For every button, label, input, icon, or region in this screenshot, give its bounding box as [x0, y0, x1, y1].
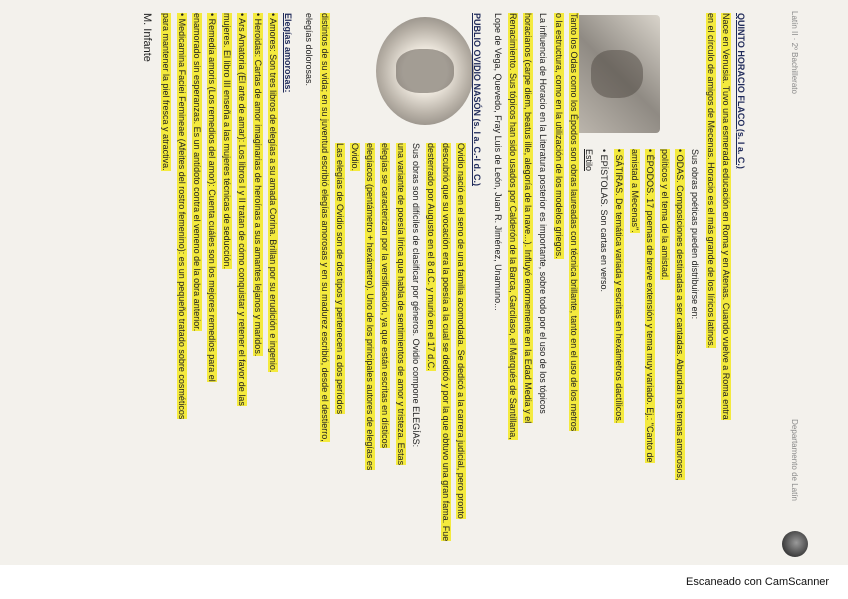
- page-header: [786, 5, 806, 565]
- horacio-line: • ÉPODOS. 17 poemas de breve extensión y tema muy variado. Ej.: "Canto de: [644, 149, 655, 463]
- horacio-line: amistad a Mecenas".: [629, 149, 640, 233]
- ovidio-line: Las elegías de Ovidio son de dos tipos y pertenecen a dos períodos: [334, 143, 345, 415]
- header-left: Latín II · 2º Bachillerato: [790, 11, 799, 94]
- school-logo-icon: [782, 531, 808, 557]
- ovidio-line: distintos de su vida; en su juventud escribió elegías amorosas y en su madurez escribió, desde el destierro,: [319, 13, 330, 442]
- ovidio-title: PUBLIO OVIDIO NASÓN (s. I a. C.-I d. C.): [471, 13, 482, 187]
- elegias-line: • Medicamina Faciei Femineae (Afeites del rostro femenino): es un pequeño tratado sobre cosméticos: [176, 13, 187, 420]
- horacio-line: Nace en Venusia. Tuvo una esmerada educación en Roma y en Atenas. Cuando vuelve a Roma entra: [720, 13, 731, 420]
- rotated-document-page: [50, 5, 810, 565]
- camscanner-footer: Escaneado con CamScanner: [686, 576, 830, 588]
- ovidio-line: elegíacos (pentámetro + hexámetro). Uno de los principales autores de elegías es: [365, 143, 376, 471]
- estilo-line: Renacimiento. Sus tópicos han sido usados por Calderón de la Barca, Garcilaso, el Marqués de Santillana,: [507, 13, 518, 440]
- estilo-line: Lope de Vega, Quevedo, Fray Luis de León, Juan R. Jiménez, Unamuno...: [492, 13, 503, 311]
- ovidio-line: descubrió que su vocación era la poesía a la cual se dedicó y por la que obtuvo una gran fama. Fue: [441, 143, 452, 542]
- elegias-line: • Amores: Son tres libros de elegías a su amada Corina. Brillan por su erudición e ingenio.: [267, 13, 278, 373]
- elegias-line: • Remedia amoris (Los remedios del amor): Cuenta cuáles son los mejores remedios para el: [207, 13, 218, 382]
- estilo-line: Tanto los Odas como los Épodos son obras laureadas con técnica brillante, tanto en el uso de los metros: [568, 13, 579, 432]
- horacio-line: • SÁTIRAS. De temática variada y escritas en hexámetros dactílicos.: [614, 149, 625, 424]
- elegias-line: • Heroidas: Cartas de amor imaginarias de heroínas a sus amantes lejanos y maridos.: [252, 13, 263, 357]
- horacio-line: políticos y el tema de la amistad.: [659, 149, 670, 280]
- horacio-line: en el círculo de amigos de Mecenas. Horacio es el más grande de los líricos latinos.: [705, 13, 716, 349]
- estilo-line: o la estructura, como en la utilización de los modelos griegos.: [553, 13, 564, 259]
- elegias-line: para mantener la piel fresca y atractiva.: [161, 13, 172, 171]
- ovidio-line: elegías se caracterizan por la versificación, ya que están escritas en dísticos: [380, 143, 391, 449]
- horacio-title: QUINTO HORACIO FLACO (s. I a. C.): [736, 13, 746, 169]
- ovidio-line: Ovidio.: [349, 143, 360, 172]
- ovidio-line: Sus obras son difíciles de clasificar por géneros. Ovidio compone ELEGÍAS:: [410, 143, 421, 448]
- estilo-line: La influencia de Horacio en la Literatura posterior es importante, sobre todo por el uso de los tópicos: [538, 13, 549, 414]
- header-right: Departamento de Latín: [790, 419, 799, 501]
- estilo-title: Estilo: [583, 149, 594, 172]
- ovidio-line: elegías dolorosas.: [304, 13, 315, 87]
- author-signature: M. Infante: [141, 13, 154, 62]
- horacio-line: Sus obras poéticas pueden distribuirse en:: [690, 149, 701, 320]
- ovidio-line: desterrado por Augusto en el 8 d.C. y murió en el 17 d.C.: [425, 143, 436, 371]
- elegias-title: Elegías amorosas:: [283, 13, 294, 93]
- ovidio-line: Ovidio nació en el seno de una familia acomodada. Se dedicó a la carrera judicial, pero pronto: [456, 143, 467, 519]
- document-body: [139, 5, 748, 565]
- elegias-line: mujeres. El libro III enseña a las mujeres técnicas de seducción.: [222, 13, 233, 270]
- horacio-line: • EPÍSTOLAS. Son cartas en verso.: [599, 149, 610, 293]
- ovidio-line: una variante de poesía lírica que habla de sentimientos de amor y tristeza. Estas: [395, 143, 406, 466]
- horacio-line: • ODAS. Composiciones destinadas a ser cantadas. Abundan los temas amorosos,: [675, 149, 686, 481]
- elegias-line: enamorado sin esperanzas. Es un antídoto contra el veneno de la obra anterior.: [191, 13, 202, 332]
- estilo-line: horacianos (carpe diem, beatus ille, alegoría de la nave...). Influyó enormemente en la Edad Media y el: [523, 13, 534, 424]
- elegias-line: • Ars Amatoria (El arte de amar): Los libros I y II tratan de cómo conquistar y retener el favor de las: [237, 13, 248, 406]
